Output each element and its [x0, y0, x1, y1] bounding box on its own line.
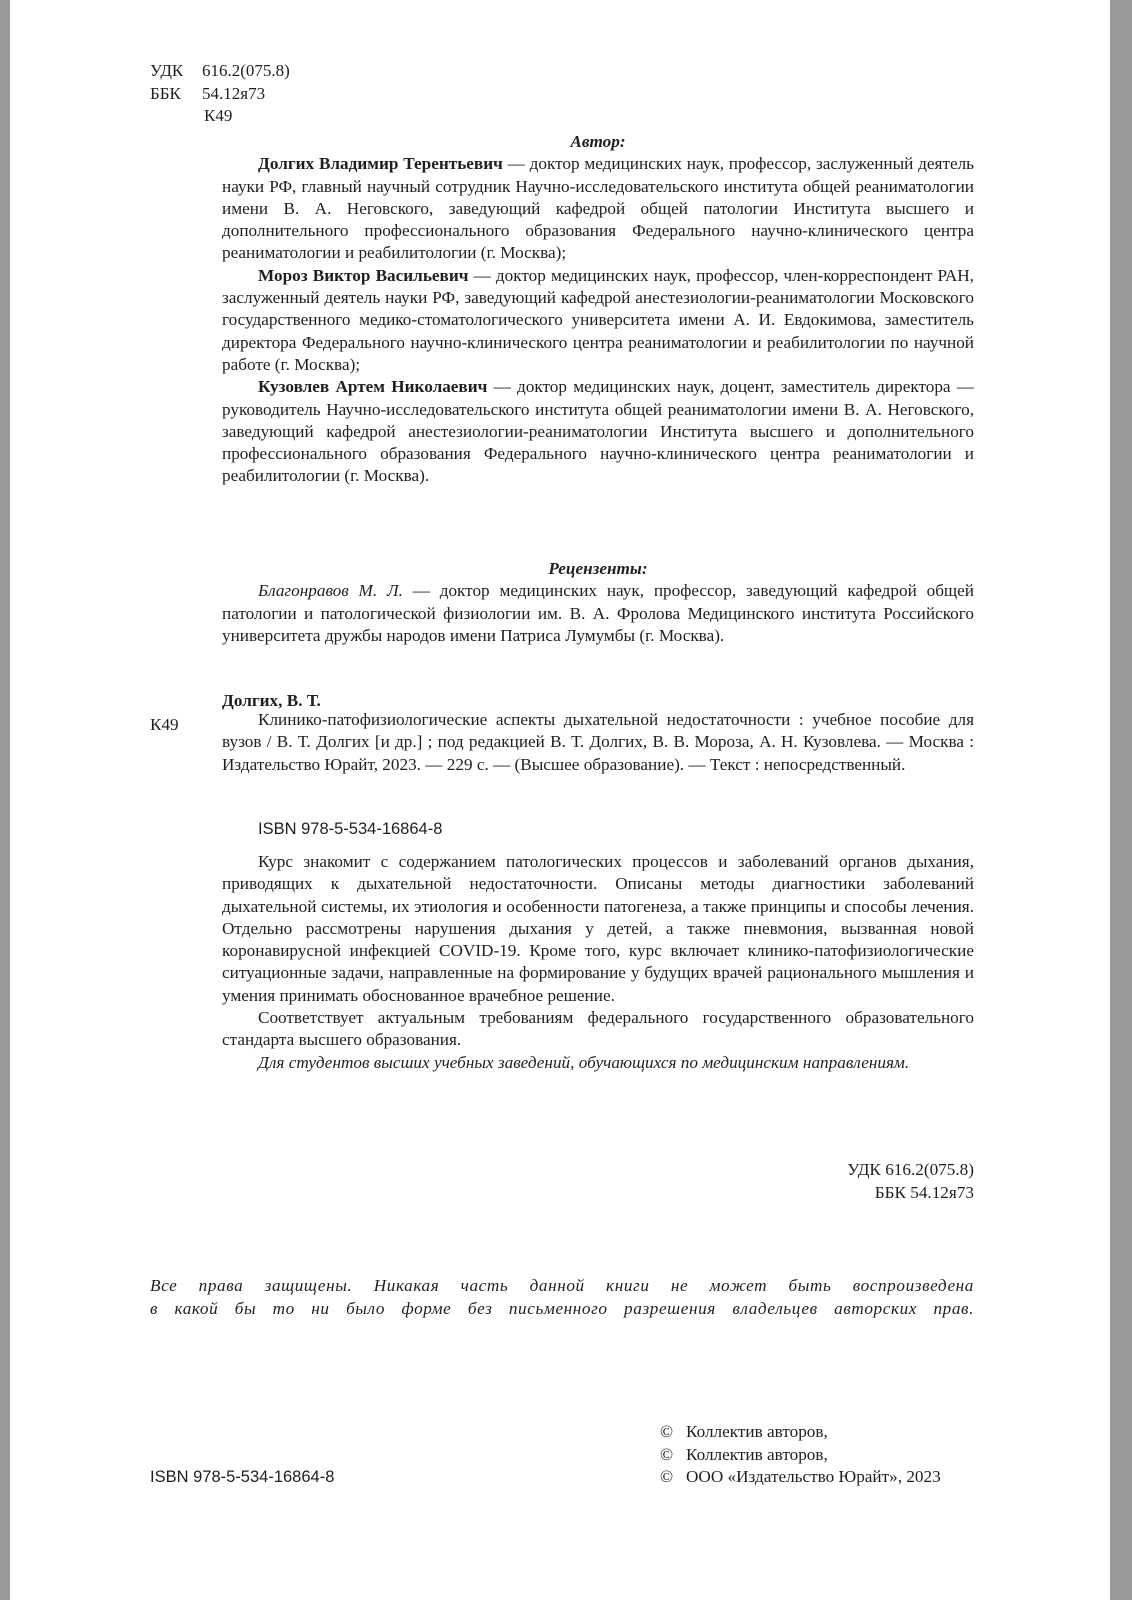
copyright-line	[660, 1421, 941, 1444]
isbn-bottom: ISBN 978-5-534-16864-8	[150, 1468, 335, 1486]
author-name: Кузовлев Артем Николаевич	[258, 377, 488, 397]
catalog-description-text: Клинико-патофизиологические аспекты дыхательной недостаточности : учебное пособие для вузов / В. Т. Долгих [и др.] ; под редакцией В. Т. Долгих, В. В. Мороза, А. Н. Кузовлева. — Москва : Издательство Юрайт, 2023. — 229 с. — (Высшее образование). — Текст : непосредственный.	[222, 710, 974, 774]
rights-notice	[150, 1275, 974, 1320]
author-description: — доктор медицинских наук, доцент, заместитель директора — руководитель Научно-исследовательского института общей реаниматологии имени В. А. Неговского, заведующий кафедрой анестезиологии-реаниматологии Института высшего и дополнительного профессионального образования Федерального научно-клинического центра реаниматологии и реабилитологии (г. Москва).	[222, 377, 974, 486]
copyright-symbol: ©	[660, 1467, 674, 1486]
author-description: — доктор медицинских наук, профессор, заслуженный деятель науки РФ, главный научный сотрудник Научно-исследовательского института общей реаниматологии имени В. А. Неговского, заведующий кафедрой общей патологии Института высшего и дополнительного профессионального образования Федерального научно-клинического центра реаниматологии и реабилитологии (г. Москва);	[222, 154, 975, 263]
copyright-holder: ООО «Издательство Юрайт», 2023	[686, 1467, 941, 1486]
copyright-holder: Коллектив авторов,	[686, 1444, 828, 1464]
rights-line: Все права защищены. Никакая часть данной книги не может быть воспроизведена	[150, 1276, 974, 1295]
isbn-top: ISBN 978-5-534-16864-8	[258, 820, 443, 838]
abstract	[222, 851, 974, 1074]
author-entry	[222, 376, 974, 487]
reviewers-list	[222, 580, 974, 647]
authors-list	[222, 153, 974, 487]
classification-codes	[150, 60, 290, 128]
udk-value: 616.2(075.8)	[202, 61, 290, 80]
reviewers-section	[222, 558, 974, 647]
bbk-value: 54.12я73	[202, 83, 266, 103]
authors-heading: Автор:	[570, 132, 626, 151]
classification-codes-bottom	[710, 1159, 974, 1204]
author-name: Долгих Владимир Терентьевич	[258, 154, 503, 174]
copyright-symbol: ©	[660, 1422, 674, 1441]
bbk-label: ББК	[150, 83, 181, 103]
copyright-symbol: ©	[660, 1444, 674, 1464]
author-name: Мороз Виктор Васильевич	[258, 265, 469, 285]
bbk-row	[150, 83, 290, 106]
author-description: — доктор медицинских наук, профессор, член-корреспондент РАН, заслуженный деятель науки РФ, заведующий кафедрой анестезиологии-реаниматологии Московского государственного медико-стоматологического университета имени А. И. Евдокимова, заместитель директора Федерального научно-клинического центра реаниматологии и реабилитологии по научной работе (г. Москва);	[222, 265, 974, 374]
rights-line: в какой бы то ни было форме без письменного разрешения владельцев авторских прав.	[150, 1298, 974, 1318]
copyright-line	[660, 1466, 941, 1489]
copyright-block	[660, 1421, 941, 1489]
catalog-description	[222, 709, 974, 776]
catalog-mark: К49	[150, 715, 179, 734]
udk-bottom: УДК 616.2(075.8)	[847, 1160, 974, 1179]
reviewer-entry	[222, 580, 974, 647]
authors-section	[222, 131, 974, 488]
abstract-paragraph: Курс знакомит с содержанием патологических процессов и заболеваний органов дыхания, приводящих к дыхательной недостаточности. Описаны методы диагностики заболеваний дыхательной системы, их этиология и особенности патогенеза, а также принципы и способы лечения. Отдельно рассмотрены нарушения дыхания у детей, а также пневмония, вызванная новой коронавирусной инфекцией COVID-19. Кроме того, курс включает клинико-патофизиологические ситуационные задачи, направленные на формирование у будущих врачей рационального мышления и умения принимать обоснованное врачебное решение.	[222, 852, 974, 1005]
copyright-line	[660, 1444, 941, 1467]
abstract-paragraph: Соответствует актуальным требованиям федерального государственного образовательного стандарта высшего образования.	[222, 1008, 974, 1050]
reviewers-heading: Рецензенты:	[548, 559, 648, 578]
catalog-author: Долгих, В. Т.	[222, 691, 321, 710]
author-entry	[222, 153, 974, 264]
copyright-holder: Коллектив авторов,	[686, 1422, 828, 1441]
udk-row	[150, 60, 290, 83]
abstract-audience: Для студентов высших учебных заведений, обучающихся по медицинским направлениям.	[258, 1052, 910, 1072]
reviewer-description: — доктор медицинских наук, профессор, заведующий кафедрой общей патологии и патологической физиологии им. В. А. Фролова Медицинского института Российского университета дружбы народов имени Патриса Лумумбы (г. Москва).	[222, 581, 974, 645]
udk-label: УДК	[150, 61, 184, 80]
author-mark: К49	[204, 106, 233, 125]
bbk-bottom: ББК 54.12я73	[874, 1182, 974, 1202]
reviewer-name: Благонравов М. Л.	[258, 581, 403, 601]
book-page	[10, 0, 1110, 1600]
author-entry	[222, 265, 974, 376]
